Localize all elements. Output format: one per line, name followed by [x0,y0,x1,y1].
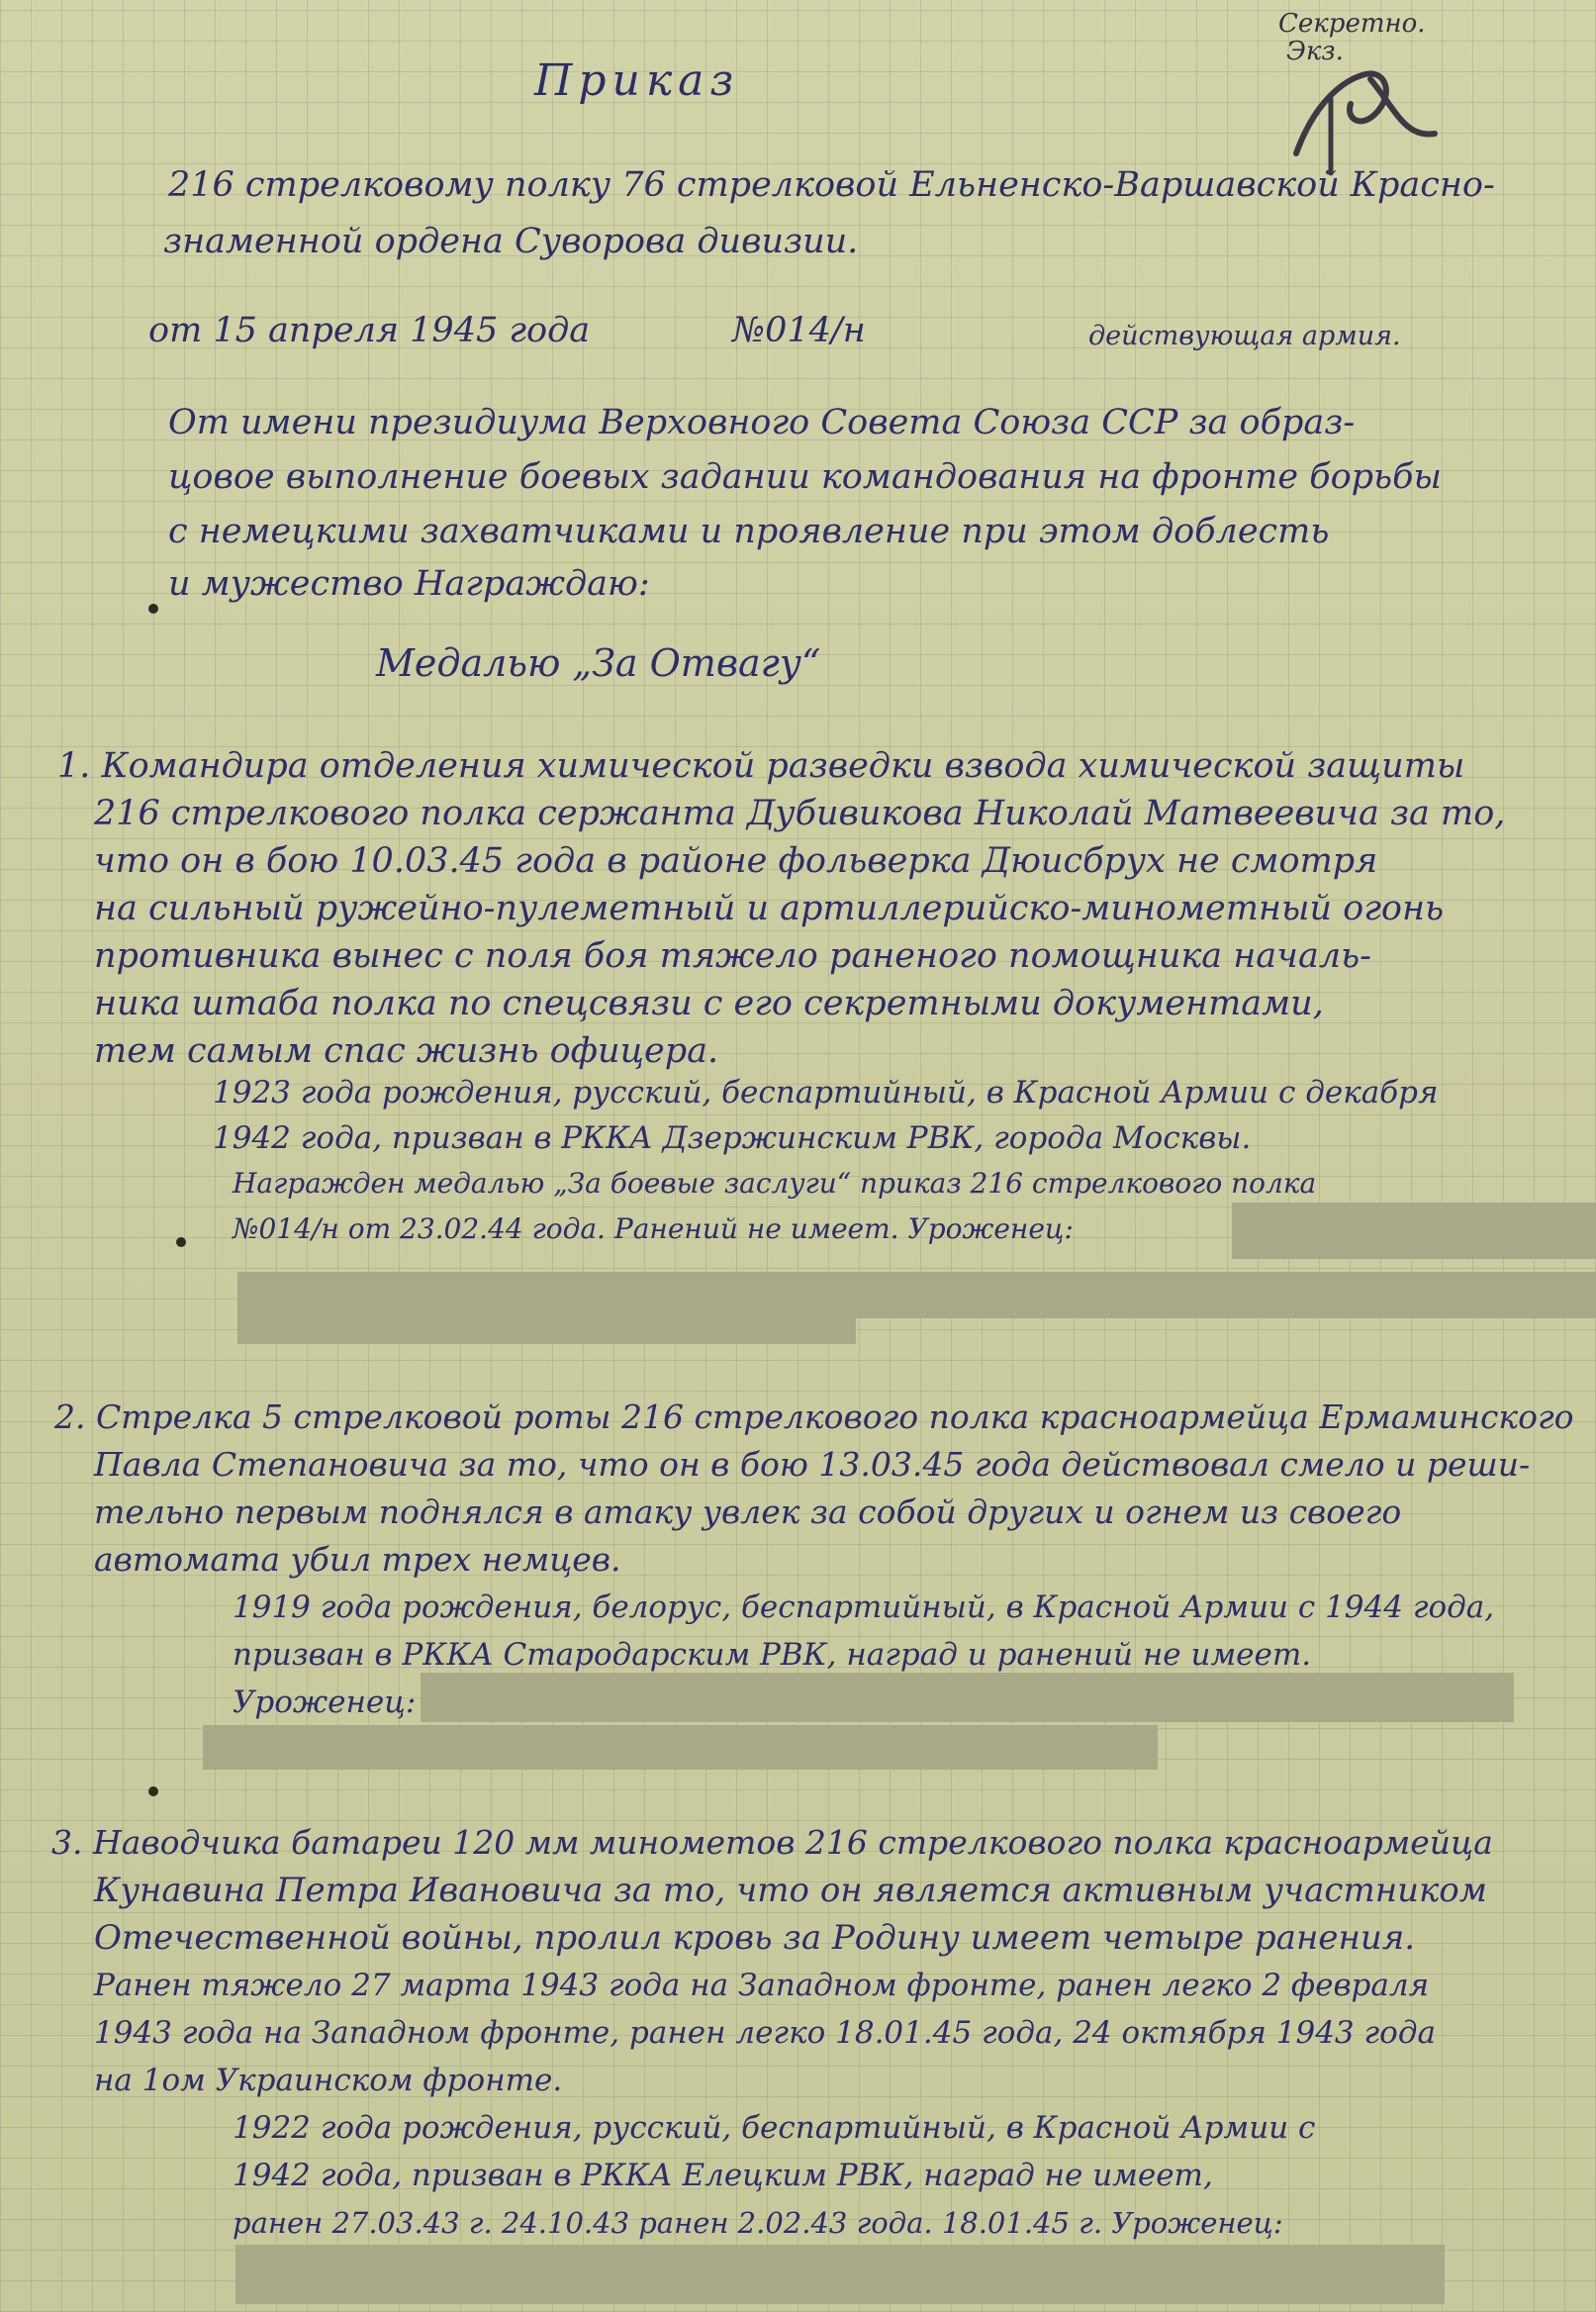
redaction-block [421,1673,1514,1722]
entry-1-bio-3: Награжден медалью „За боевые заслуги“ приказ 216 стрелкового полка [233,1167,1317,1200]
document-title: Приказ [534,55,740,106]
entry-3-bio-3: ранен 27.03.43 г. 24.10.43 ранен 2.02.43 года. 18.01.45 г. Уроженец: [233,2206,1283,2240]
entry-1-citation-2: 216 стрелкового полка сержанта Дубивикова Николай Матвеевича за то, [94,794,1506,833]
entry-2-citation-2: Павла Степановича за то, что он в бою 13.03.45 года действовал смело и реши- [94,1445,1531,1484]
entry-3-citation-1: 3. Наводчика батареи 120 мм минометов 216 стрелкового полка красноармейца [51,1823,1493,1862]
secret-note-1: Секретно. [1278,9,1426,39]
entry-1-bio-1: 1923 года рождения, русский, беспартийный, в Красной Армии с декабря [213,1075,1439,1110]
entry-1-citation-3: что он в бою 10.03.45 года в районе фольверка Дюисбрух не смотря [94,841,1378,881]
entry-3-citation-5: 1943 года на Западном фронте, ранен легко 18.01.45 года, 24 октября 1943 года [94,2015,1436,2051]
addressee-line-2: знаменной ордена Суворова дивизии. [163,222,859,261]
entry-2-bio-1: 1919 года рождения, белорус, беспартийный, в Красной Армии с 1944 года, [233,1590,1495,1625]
signature-mark [1276,59,1445,178]
entry-1-citation-7: тем самым спас жизнь офицера. [94,1031,719,1071]
punch-hole [148,604,158,614]
entry-3-citation-3: Отечественной войны, пролил кровь за Родину имеет четыре ранения. [94,1918,1416,1958]
addressee-line-1: 216 стрелковому полку 76 стрелковой Ельненско-Варшавской Красно- [168,165,1495,205]
entry-1-citation-5: противника вынес с поля боя тяжело раненого помощника началь- [94,936,1371,976]
entry-3-bio-1: 1922 года рождения, русский, беспартийный, в Красной Армии с [233,2110,1316,2146]
entry-2-bio-3: Уроженец: [233,1685,417,1720]
entry-2-citation-4: автомата убил трех немцев. [94,1540,621,1579]
entry-3-citation-2: Кунавина Петра Ивановича за то, что он является активным участником [94,1871,1487,1910]
secret-note-2: Экз. [1286,37,1344,66]
entry-3-citation-6: на 1ом Украинском фронте. [94,2063,563,2098]
redaction-block [235,2245,1445,2304]
entry-3-citation-4: Ранен тяжело 27 марта 1943 года на Западном фронте, ранен легко 2 февраля [94,1968,1430,2003]
preamble-line-1: От имени президиума Верховного Совета Союза ССР за образ- [168,403,1356,442]
redaction-block [237,1304,856,1344]
order-location: действующая армия. [1088,321,1401,351]
redaction-block [203,1725,1158,1770]
entry-1-citation-1: 1. Командира отделения химической разведки взвода химической защиты [57,746,1465,786]
punch-hole [176,1237,186,1247]
entry-2-bio-2: призван в РККА Стародарским РВК, наград и ранений не имеет. [233,1637,1312,1673]
entry-3-bio-2: 1942 года, призван в РККА Елецким РВК, наград не имеет, [233,2158,1213,2193]
entry-1-citation-4: на сильный ружейно-пулеметный и артиллерийско-минометный огонь [94,889,1445,928]
entry-1-bio-4: №014/н от 23.02.44 года. Ранений не имеет. Уроженец: [233,1212,1074,1245]
order-date: от 15 апреля 1945 года [148,311,591,350]
preamble-line-3: с немецкими захватчиками и проявление при этом доблесть [168,512,1330,551]
punch-hole [148,1786,158,1796]
redaction-block [1232,1203,1596,1259]
order-number: №014/н [732,311,866,350]
entry-1-bio-2: 1942 года, призван в РККА Дзержинским РВК, города Москвы. [213,1120,1252,1156]
entry-1-citation-6: ника штаба полка по спецсвязи с его секретными документами, [94,984,1324,1023]
entry-2-citation-1: 2. Стрелка 5 стрелковой роты 216 стрелкового полка красноармейца Ермаминского [54,1397,1574,1436]
preamble-line-4: и мужество Награждаю: [168,564,650,604]
entry-2-citation-3: тельно первым поднялся в атаку увлек за собой других и огнем из своего [94,1493,1402,1531]
preamble-line-2: цовое выполнение боевых задании командования на фронте борьбы [168,457,1442,497]
award-title: Медалью „За Отвагу“ [376,641,821,685]
